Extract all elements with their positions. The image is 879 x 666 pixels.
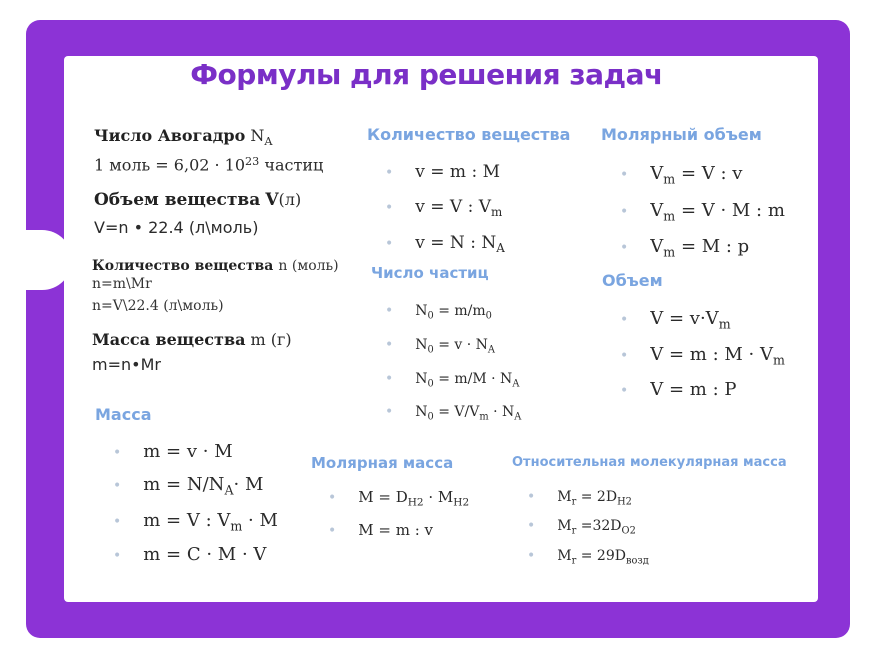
volume-label: Объем вещества (94, 190, 261, 210)
formula-row: • $V_m = V$ : v (620, 163, 743, 187)
formula-row: • v = V : $V_m$ (385, 197, 503, 220)
amount-unit: n (моль) (278, 258, 339, 274)
formula-row: • $V_m = M$ : p (620, 236, 750, 260)
formula-row: • $M_r =32D_{O2}$ (527, 518, 636, 537)
volume-unit: (л) (278, 190, 302, 209)
section-molar-volume: Молярный объем (601, 125, 762, 144)
formula-row: • $m = N/N_A\cdot M$ (113, 474, 264, 498)
formula-row: • m = C · M · V (113, 544, 267, 565)
formula-row: • m = v · M (113, 441, 233, 462)
formula-row: • $N_0 = m/M \cdot N_A$ (385, 371, 520, 390)
mass-formula: m=n•Mr (92, 355, 161, 374)
page-title: Формулы для решения задач (190, 58, 663, 91)
formula-row: • $M_r = 2D_{H2}$ (527, 489, 632, 508)
section-particles: Число частиц (371, 264, 489, 282)
avogadro-value: 1 моль = $6,02 \cdot 10^{23}$ частиц (94, 155, 324, 175)
volume-symbol: V (265, 190, 279, 210)
mass-label: Масса вещества (92, 330, 246, 349)
formula-row: • $N_0 = m/m_0$ (385, 303, 492, 322)
formula-row: • $M_r = 29D_{возд}$ (527, 548, 649, 567)
amount-line (92, 255, 339, 274)
formula-row: • V = m : $M \cdot V_m$ (620, 344, 785, 368)
amount-label: Количество вещества (92, 258, 274, 274)
mass-line (92, 330, 292, 349)
formula-row: • $V = v\cdot V_m$ (620, 308, 731, 332)
avogadro-line (94, 126, 272, 148)
avogadro-label: Число Авогадро (94, 126, 246, 145)
formula-row: • $V_m = V \cdot M$ : m (620, 200, 785, 224)
mass-unit: m (г) (250, 330, 292, 349)
section-mass: Масса (95, 405, 152, 424)
volume-line (94, 190, 301, 210)
formula-row: • M = m : v (328, 521, 434, 539)
section-volume: Объем (602, 271, 663, 290)
volume-formula: V=n • 22.4 (л\моль) (94, 218, 259, 237)
formula-row: • $N_0 = V/V_m \cdot N_A$ (385, 404, 522, 423)
section-relative-mass: Относительная молекулярная масса (512, 455, 787, 470)
amount-formula-1: n=m\Mr (92, 276, 152, 292)
formula-row: • m = V : $V_m \cdot M$ (113, 510, 278, 534)
formula-row: • $M = D_{H2} \cdot M_{H2}$ (328, 488, 470, 509)
section-molar-mass: Молярная масса (311, 454, 454, 472)
amount-formula-2: n=V\22.4 (л\моль) (92, 298, 224, 314)
section-amount: Количество вещества (367, 125, 571, 144)
formula-row: • v = N : $N_A$ (385, 233, 505, 256)
avogadro-symbol: $N_A$ (250, 126, 273, 148)
formula-row: • v = m : M (385, 162, 500, 182)
formula-row: • $N_0 = v \cdot N_A$ (385, 337, 495, 356)
formula-row: • V = m : P (620, 379, 737, 400)
